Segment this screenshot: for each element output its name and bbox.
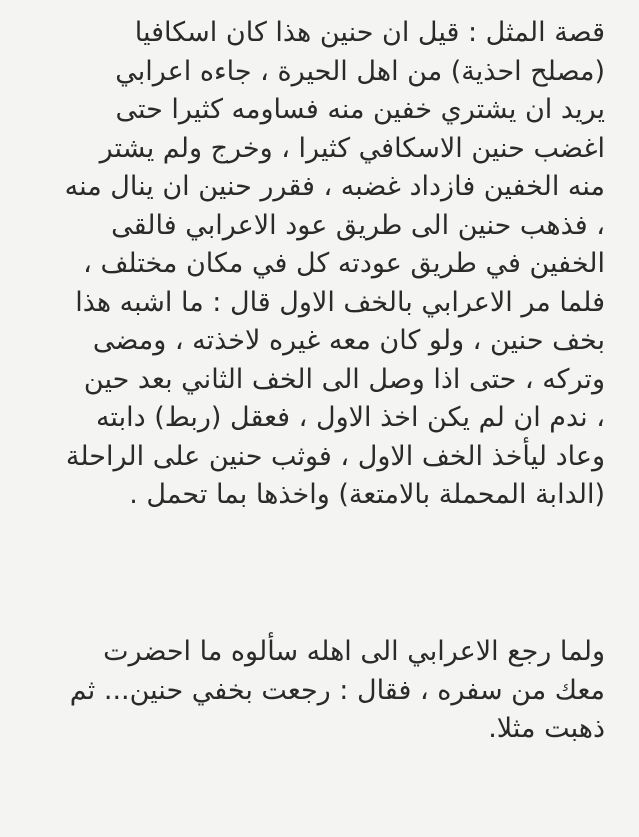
text-line: ولما رجع الاعرابي الى اهله سألوه ما احضرت bbox=[103, 636, 605, 667]
ending-paragraph bbox=[30, 633, 605, 749]
text-line: الخفين في طريق عودته كل في مكان مختلف ، bbox=[83, 248, 605, 279]
text-line: ، فذهب حنين الى طريق عود الاعرابي فالقى bbox=[111, 209, 605, 241]
text-line: بخف حنين ، ولو كان معه غيره لاخذته ، ومضى bbox=[92, 325, 605, 356]
text-line: فلما مر الاعرابي بالخف الاول قال : ما اشبه هذا bbox=[75, 286, 605, 318]
text-line: منه الخفين فازداد غضبه ، فقرر حنين ان ينال منه bbox=[64, 171, 605, 202]
text-line: اغضب حنين الاسكافي كثيرا ، وخرج ولم يشتر bbox=[99, 132, 605, 164]
text-line: وتركه ، حتى اذا وصل الى الخف الثاني بعد حين bbox=[83, 363, 605, 395]
text-line: وعاد ليأخذ الخف الاول ، فوثب حنين على الراحلة bbox=[65, 440, 605, 472]
text-line: (مصلح احذية) من اهل الحيرة ، جاءه اعرابي bbox=[115, 55, 605, 87]
text-line: ذهبت مثلا. bbox=[488, 713, 605, 744]
story-paragraph bbox=[30, 14, 605, 515]
text-line: (الدابة المحملة بالامتعة) واخذها بما تحمل . bbox=[129, 479, 605, 510]
text-line: معك من سفره ، فقال : رجعت بخفي حنين... ثم bbox=[69, 674, 605, 706]
text-line: قصة المثل : قيل ان حنين هذا كان اسكافيا bbox=[134, 17, 605, 48]
text-line: ، ندم ان لم يكن اخذ الاول ، فعقل (ربط) دابته bbox=[95, 402, 605, 433]
text-line: يريد ان يشتري خفين منه فساومه كثيرا حتى bbox=[115, 94, 605, 125]
